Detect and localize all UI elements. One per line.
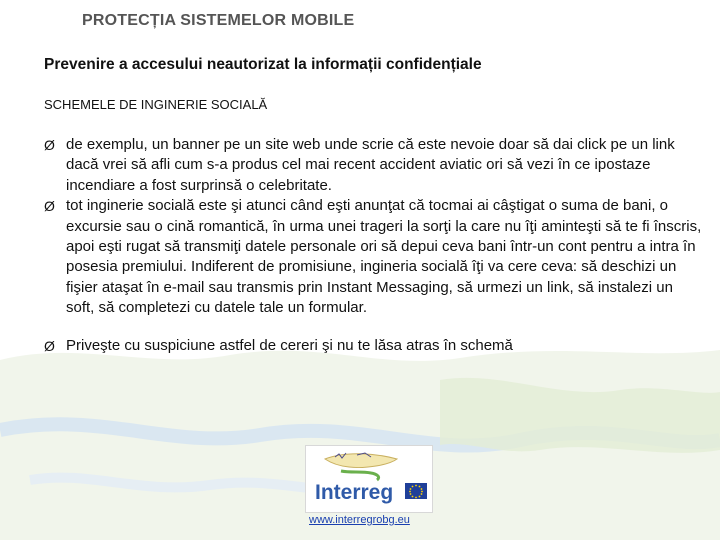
bullet-text: tot inginerie socială este şi atunci când eşti anunţat că tocmai ai câştigat o suma de bani, o excursie sau o cină romantică, în urma unei trageri la sorţi la care nu îţi aminteşti să te fi înscris, apoi eşti rugat să transmiţi datele personale ori să depui ceva bani într-un cont pentru a intra în posesia premiului. Indiferent de promisiune, ingineria socială îţi va cere ceva: să deschizi un fişier ataşat în e-mail sau transmis prin Instant Messaging, să urmezi un link, să instalezi un soft, să completezi cu datele tale un formular. (66, 197, 702, 317)
website-link[interactable]: www.interregrobg.eu (309, 514, 410, 526)
bullet-item (44, 336, 704, 356)
page-subtitle: Prevenire a accesului neautorizat la informații confidențiale (44, 56, 482, 73)
page-title: PROTECȚIA SISTEMELOR MOBILE (82, 12, 355, 29)
bullet-item (44, 196, 704, 318)
interreg-logo (305, 445, 433, 513)
arrow-bullet-icon: Ø (44, 137, 55, 153)
bullet-text: Priveşte cu suspiciune astfel de cereri şi nu te lăsa atras în schemă (66, 336, 513, 354)
bullet-list (44, 135, 704, 356)
arrow-bullet-icon: Ø (44, 198, 55, 215)
bullet-text: de exemplu, un banner pe un site web unde scrie că este nevoie doar să dai click pe un link dacă vrei să afli cum s-a produs cel mai recent accident aviatic ori să vezi în ce ipostaze incendiare a fost surprinsă o celebritate. (66, 136, 675, 194)
bullet-item (44, 135, 704, 196)
arrow-bullet-icon: Ø (44, 337, 55, 354)
section-heading: SCHEMELE DE INGINERIE SOCIALĂ (44, 97, 268, 112)
svg-text:Interreg: Interreg (315, 481, 394, 504)
